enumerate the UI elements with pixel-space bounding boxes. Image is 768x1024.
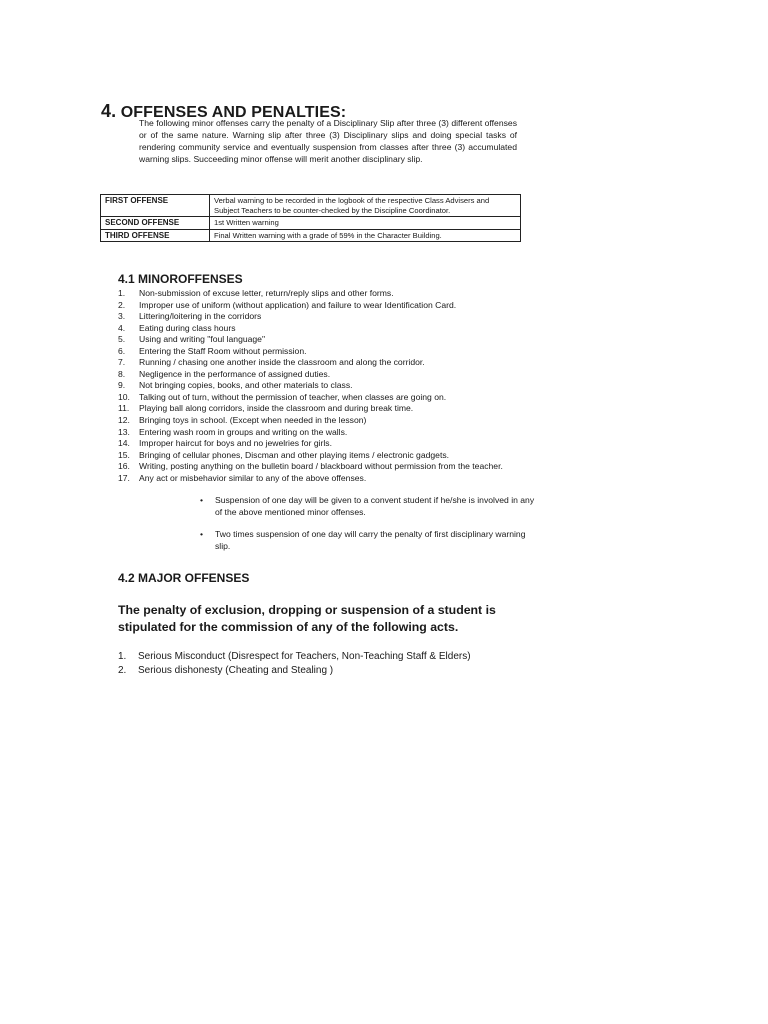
item-text: Non-submission of excuse letter, return/reply slips and other forms. — [139, 288, 394, 298]
item-text: Entering wash room in groups and writing on the walls. — [139, 426, 348, 437]
list-item — [118, 357, 538, 369]
list-item — [118, 380, 538, 392]
list-item — [118, 427, 538, 439]
item-number: 3. — [118, 311, 126, 322]
item-text: Any act or misbehavior similar to any of the above offenses. — [139, 472, 367, 483]
item-number: 13. — [118, 426, 130, 437]
note-item — [200, 494, 535, 518]
item-number: 16. — [118, 461, 130, 472]
item-text: Improper haircut for boys and no jewelries for girls. — [139, 438, 332, 449]
list-item — [118, 369, 538, 381]
item-text: Negligence in the performance of assigned duties. — [139, 368, 331, 379]
item-number: 11. — [118, 403, 130, 414]
note-text: Two times suspension of one day will carry the penalty of first disciplinary warning slip. — [215, 529, 526, 551]
offense-label: SECOND OFFENSE — [101, 217, 210, 230]
item-number: 10. — [118, 391, 130, 402]
item-number: 1. — [118, 288, 126, 298]
table-row — [101, 229, 521, 242]
item-text: Serious Misconduct (Disrespect for Teachers, Non-Teaching Staff & Elders) — [138, 651, 471, 662]
item-text: Not bringing copies, books, and other materials to class. — [139, 380, 353, 391]
item-text: Eating during class hours — [139, 322, 236, 333]
major-offenses-list — [118, 650, 538, 678]
minor-notes-list — [200, 494, 535, 562]
list-item — [118, 438, 538, 450]
list-item — [118, 288, 538, 300]
penalty-text: Verbal warning to be recorded in the logbook of the respective Class Advisers and Subject Teachers to be counter-checked by the Discipline Coordinator. — [210, 195, 521, 217]
section-number: 4. — [101, 101, 117, 121]
list-item — [118, 392, 538, 404]
major-penalty-statement: The penalty of exclusion, dropping or suspension of a student is stipulated for the commission of any of the following acts. — [118, 603, 496, 634]
section-title: OFFENSES AND PENALTIES: — [120, 104, 347, 121]
item-text: Writing, posting anything on the bulletin board / blackboard without permission from the teacher. — [139, 461, 503, 472]
item-text: Talking out of turn, without the permission of teacher, when classes are going on. — [139, 391, 447, 402]
list-item — [118, 403, 538, 415]
list-item — [118, 311, 538, 323]
note-item — [200, 528, 535, 552]
table-row — [101, 217, 521, 230]
minor-offenses-heading: 4.1 MINOROFFENSES — [118, 272, 243, 286]
item-text: Using and writing "foul language" — [139, 334, 266, 345]
item-number: 7. — [118, 357, 126, 368]
item-text: Improper use of uniform (without application) and failure to wear Identification Card. — [139, 299, 457, 310]
list-item — [118, 415, 538, 427]
item-number: 2. — [118, 299, 126, 310]
list-item — [118, 664, 538, 678]
offense-label: FIRST OFFENSE — [101, 195, 210, 217]
item-number: 4. — [118, 322, 126, 333]
item-number: 9. — [118, 380, 126, 391]
penalty-table — [100, 194, 521, 242]
penalty-text: 1st Written warning — [210, 217, 521, 230]
item-number: 12. — [118, 415, 130, 426]
item-text: Running / chasing one another inside the classroom and along the corridor. — [139, 357, 425, 368]
table-row — [101, 195, 521, 217]
list-item — [118, 473, 538, 485]
list-item — [118, 346, 538, 358]
item-number: 15. — [118, 449, 130, 460]
minor-offenses-list — [118, 288, 538, 484]
item-number: 6. — [118, 345, 126, 356]
item-text: Bringing of cellular phones, Discman and other playing items / electronic gadgets. — [139, 449, 450, 460]
list-item — [118, 450, 538, 462]
list-item — [118, 300, 538, 312]
list-item — [118, 461, 538, 473]
list-item — [118, 323, 538, 335]
list-item — [118, 650, 538, 664]
item-text: Entering the Staff Room without permission. — [139, 345, 307, 356]
note-text: Suspension of one day will be given to a convent student if he/she is involved in any of the above mentioned minor offenses. — [215, 495, 535, 517]
item-number: 14. — [118, 438, 130, 449]
bullet-icon: • — [200, 529, 204, 539]
item-number: 17. — [118, 472, 130, 483]
item-text: Serious dishonesty (Cheating and Stealing ) — [138, 665, 334, 676]
major-offenses-heading: 4.2 MAJOR OFFENSES — [118, 571, 250, 585]
section-intro: The following minor offenses carry the penalty of a Disciplinary Slip after three (3) different offenses or of the same nature. Warning slip after three (3) Disciplinary slips and doing special tasks of rendering community service and eventually suspension from classes after three (3) accumulated warning slips. Succeeding minor offense will merit another disciplinary slip. — [139, 118, 517, 165]
list-item — [118, 334, 538, 346]
penalty-text: Final Written warning with a grade of 59% in the Character Building. — [210, 229, 521, 242]
item-text: Bringing toys in school. (Except when needed in the lesson) — [139, 415, 367, 426]
item-number: 8. — [118, 368, 126, 379]
item-number: 5. — [118, 334, 126, 345]
item-text: Playing ball along corridors, inside the classroom and during break time. — [139, 403, 414, 414]
item-number: 2. — [118, 665, 127, 676]
offense-label: THIRD OFFENSE — [101, 229, 210, 242]
bullet-icon: • — [200, 495, 204, 505]
item-text: Littering/loitering in the corridors — [139, 311, 262, 322]
item-number: 1. — [118, 651, 127, 662]
